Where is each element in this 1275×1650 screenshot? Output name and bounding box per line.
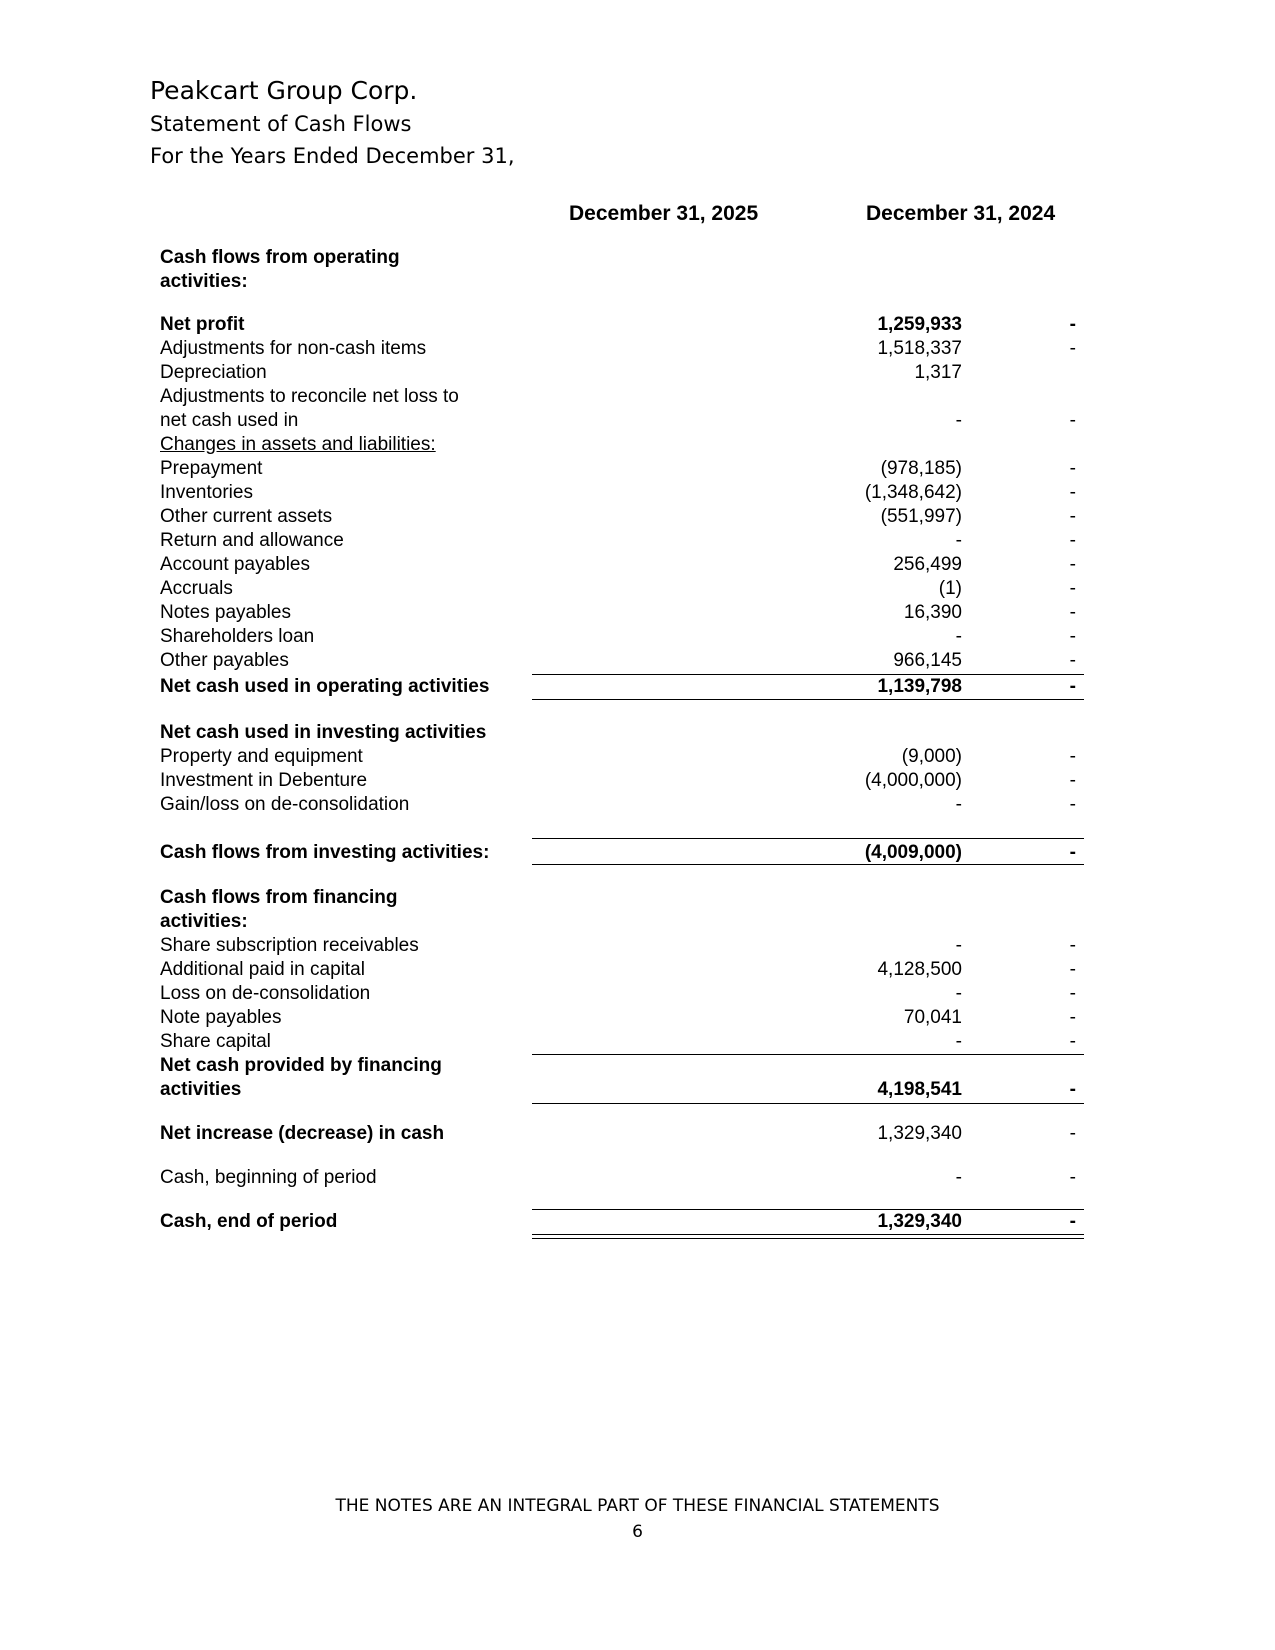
statement-title: Statement of Cash Flows xyxy=(150,112,412,136)
table-row: Depreciation 1,317 xyxy=(160,362,962,383)
subtotal-rule xyxy=(532,699,1084,700)
table-row: Account payables 256,499 - xyxy=(160,554,1076,575)
section-investing-heading: Net cash used in investing activities xyxy=(160,722,487,743)
table-row: Loss on de-consolidation - - xyxy=(160,983,1076,1004)
table-row: Shareholders loan - - xyxy=(160,626,1076,647)
subtotal-rule xyxy=(532,838,1084,839)
company-name: Peakcart Group Corp. xyxy=(150,76,418,105)
table-row: Adjustments to reconcile net loss to net cash used in - - xyxy=(160,386,1076,431)
subtotal-rule xyxy=(532,864,1084,865)
total-double-rule xyxy=(532,1238,1084,1239)
table-row: Return and allowance - - xyxy=(160,530,1076,551)
table-row: Changes in assets and liabilities: xyxy=(160,434,436,455)
table-row: Adjustments for non-cash items 1,518,337 - xyxy=(160,338,1076,359)
column-header-2025: December 31, 2025 xyxy=(569,202,759,225)
table-row: Cash, beginning of period - - xyxy=(160,1167,1076,1188)
table-row: Share capital - - xyxy=(160,1031,1076,1052)
subtotal-row-investing: Cash flows from investing activities: (4,009,000) - xyxy=(160,842,1076,863)
table-row: Accruals (1) - xyxy=(160,578,1076,599)
total-double-rule xyxy=(532,1234,1084,1235)
table-row: Other current assets (551,997) - xyxy=(160,506,1076,527)
table-row: Inventories (1,348,642) - xyxy=(160,482,1076,503)
section-operating-heading: Cash flows from operating activities: xyxy=(160,247,400,292)
table-row: Gain/loss on de-consolidation - - xyxy=(160,794,1076,815)
subtotal-row-financing: Net cash provided by financing activities 4,198,541 - xyxy=(160,1055,1076,1100)
table-row: Share subscription receivables - - xyxy=(160,935,1076,956)
page-number: 6 xyxy=(632,1522,643,1542)
column-header-2024: December 31, 2024 xyxy=(866,202,1056,225)
table-row: Note payables 70,041 - xyxy=(160,1007,1076,1028)
section-financing-heading: Cash flows from financing activities: xyxy=(160,887,398,932)
subtotal-row-operating: Net cash used in operating activities 1,139,798 - xyxy=(160,676,1076,697)
subtotal-rule xyxy=(532,1103,1084,1104)
total-row-cash-end: Cash, end of period 1,329,340 - xyxy=(160,1211,1076,1232)
footer-note: THE NOTES ARE AN INTEGRAL PART OF THESE FINANCIAL STATEMENTS xyxy=(335,1496,940,1516)
table-row: Net profit 1,259,933 - xyxy=(160,314,1076,335)
table-row: Prepayment (978,185) - xyxy=(160,458,1076,479)
table-row: Notes payables 16,390 - xyxy=(160,602,1076,623)
table-row: Additional paid in capital 4,128,500 - xyxy=(160,959,1076,980)
table-row-net-increase: Net increase (decrease) in cash 1,329,340 - xyxy=(160,1123,1076,1144)
table-row: Other payables 966,145 - xyxy=(160,650,1076,671)
table-row: Investment in Debenture (4,000,000) - xyxy=(160,770,1076,791)
statement-period: For the Years Ended December 31, xyxy=(150,144,515,168)
table-row: Property and equipment (9,000) - xyxy=(160,746,1076,767)
